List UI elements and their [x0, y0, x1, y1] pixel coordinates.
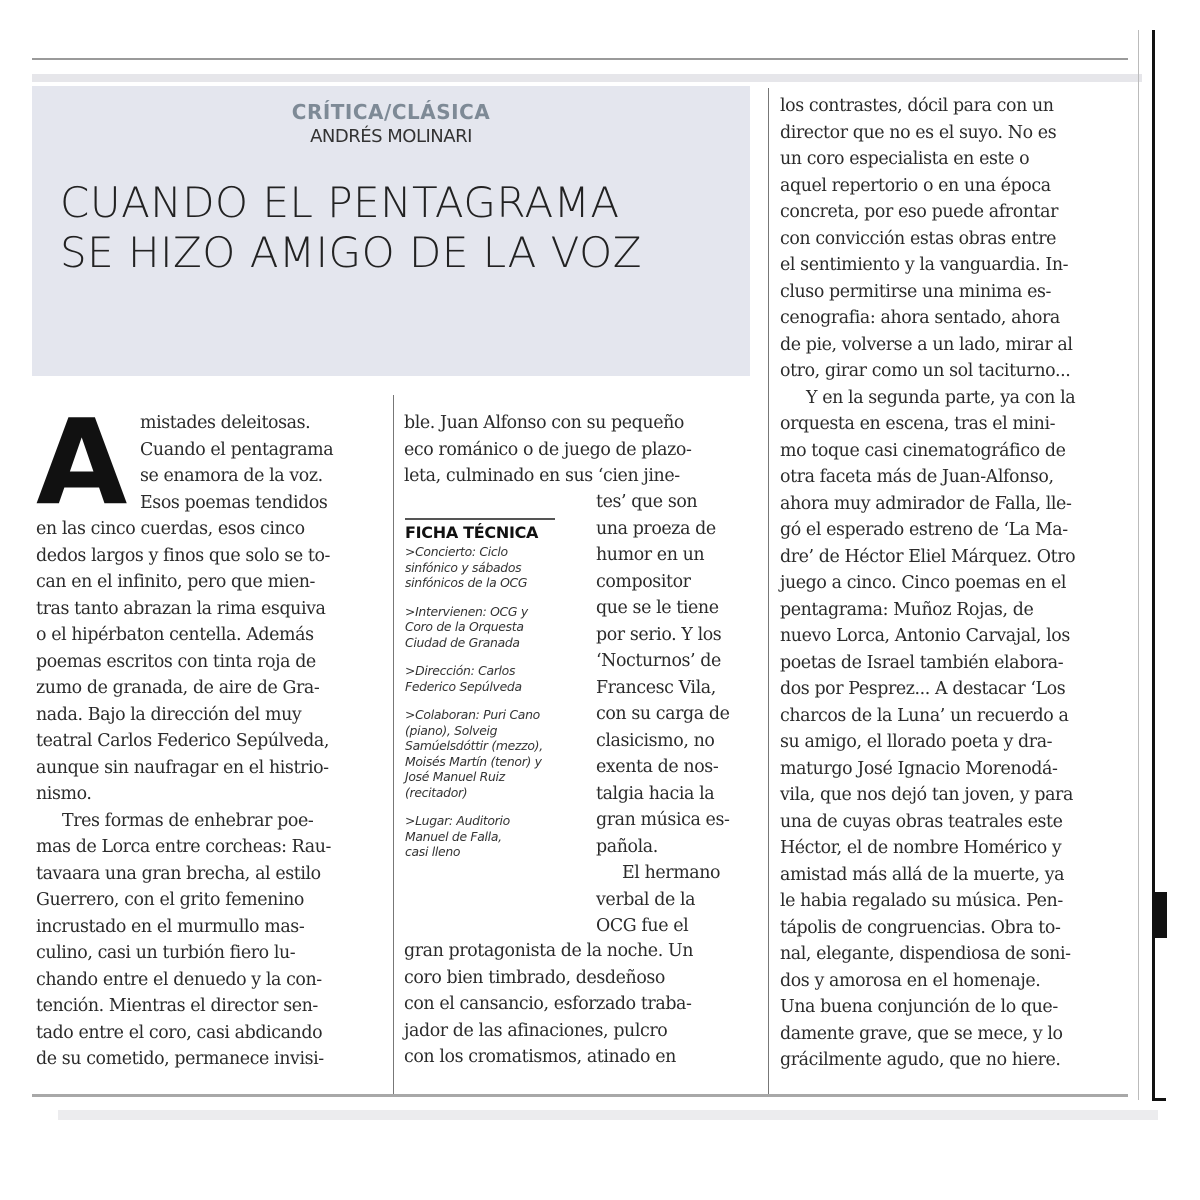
text-line: director que no es el suyo. No es — [780, 122, 1057, 143]
text-line: Y en la segunda parte, ya con la — [806, 387, 1076, 408]
text-line: Guerrero, con el grito femenino — [36, 890, 304, 910]
text-line: el sentimiento y la vanguardia. In- — [780, 255, 1069, 275]
text-line: aunque sin naufragar en el histrio- — [36, 757, 329, 778]
text-line: otra faceta más de Juan-Alfonso, — [780, 467, 1054, 487]
text-line: Una buena conjunción de lo que- — [780, 997, 1058, 1017]
text-line: gó el esperado estreno de ‘La Ma- — [780, 520, 1068, 540]
text-line: can en el infinito, pero que mien- — [36, 572, 315, 592]
top-rule — [32, 58, 1128, 60]
text-line: los contrastes, dócil para con un — [780, 96, 1054, 116]
text-line: otro, girar como un sol taciturno... — [780, 361, 1071, 381]
text-line: leta, culminado en sus ‘cien jine- — [404, 466, 680, 486]
ficha-line: (piano), Solveig — [405, 722, 498, 738]
ficha-title: FICHA TÉCNICA — [405, 523, 539, 542]
text-line: Esos poemas tendidos — [140, 492, 328, 513]
headline-line: CUANDO EL PENTAGRAMA — [60, 178, 620, 227]
text-line: poetas de Israel también elabora- — [780, 652, 1064, 673]
text-line: tes’ que son — [596, 492, 698, 512]
text-line: con el cansancio, esforzado traba- — [404, 994, 692, 1014]
text-line: nada. Bajo la dirección del muy — [36, 704, 302, 725]
column-divider — [393, 395, 394, 1097]
text-line: Héctor, el de nombre Homérico y — [780, 838, 1062, 858]
text-line: pentagrama: Muñoz Rojas, de — [780, 599, 1034, 620]
text-line: maturgo José Ignacio Morenodá- — [780, 758, 1058, 779]
text-line: juego a cinco. Cinco poemas en el — [780, 573, 1067, 593]
ficha-rule — [405, 518, 555, 520]
text-line: Tres formas de enhebrar poe- — [62, 810, 314, 831]
text-line: una proeza de — [596, 518, 716, 539]
column-2-bottom — [404, 938, 693, 1071]
text-line: nuevo Lorca, Antonio Carvajal, los — [780, 626, 1070, 646]
text-line: una de cuyas obras teatrales este — [780, 811, 1063, 832]
ficha-line: Moisés Martín (tenor) y — [405, 753, 542, 769]
right-page-edge — [1138, 30, 1139, 1100]
text-line: tras tanto abrazan la rima esquiva — [36, 598, 326, 619]
section-kicker: CRÍTICA/CLÁSICA — [291, 100, 491, 124]
ficha-line: >Dirección: Carlos — [405, 663, 516, 678]
headline — [60, 178, 642, 278]
author-byline: ANDRÉS MOLINARI — [310, 126, 472, 147]
ficha-line: (recitador) — [405, 784, 468, 800]
text-line: nal, elegante, dispendiosa de soni- — [780, 944, 1071, 964]
text-line: con los cromatismos, atinado en — [404, 1047, 676, 1067]
text-line: humor en un — [596, 545, 705, 565]
ficha-line: Manuel de Falla, — [405, 828, 502, 844]
ficha-item — [405, 707, 575, 800]
column-divider — [768, 88, 769, 1097]
ficha-line: Federico Sepúlveda — [405, 678, 522, 694]
ficha-line: >Intervienen: OCG y — [405, 603, 528, 619]
text-line: clasicismo, no — [596, 730, 715, 751]
top-shadow — [32, 74, 1142, 82]
text-line: incrustado en el murmullo mas- — [36, 916, 305, 937]
ficha-line: Ciudad de Granada — [405, 634, 520, 650]
text-line: Francesc Vila, — [596, 677, 716, 698]
ficha-line: sinfónico y sábados — [405, 559, 522, 575]
right-frame-bottom — [1152, 1098, 1166, 1101]
column-1 — [36, 393, 334, 1073]
text-line: de pie, volverse a un lado, mirar al — [780, 334, 1073, 355]
drop-cap: A — [36, 393, 128, 531]
bottom-shadow — [58, 1110, 1158, 1120]
text-line: culino, casi un turbión fiero lu- — [36, 943, 296, 963]
text-line: talgia hacia la — [596, 783, 715, 804]
text-line: dos por Pesprez... A destacar ‘Los — [780, 679, 1066, 699]
ficha-line: José Manuel Ruiz — [405, 769, 505, 784]
ficha-tecnica-box — [405, 518, 575, 873]
right-black-block — [1153, 892, 1167, 938]
ficha-line: sinfónicos de la OCG — [405, 575, 528, 590]
ficha-items — [405, 544, 575, 860]
column-3 — [780, 93, 1075, 1074]
text-line: se enamora de la voz. — [140, 466, 323, 486]
text-line: tavaara una gran brecha, al estilo — [36, 863, 321, 884]
text-line: ahora muy admirador de Falla, lle- — [780, 493, 1072, 514]
text-line: en las cinco cuerdas, esos cinco — [36, 519, 305, 539]
text-line: tápolis de congruencias. Obra to- — [780, 917, 1061, 938]
text-line: su amigo, el llorado poeta y dra- — [780, 732, 1053, 752]
text-line: mistades deleitosas. — [140, 413, 311, 433]
text-line: exenta de nos- — [596, 757, 719, 777]
text-line: charcos de la Luna’ un recuerdo a — [780, 705, 1069, 726]
text-line: dos y amorosa en el homenaje. — [780, 970, 1041, 991]
text-line: eco románico o de juego de plazo- — [404, 439, 692, 460]
ficha-item — [405, 813, 575, 860]
text-line: amistad más allá de la muerte, ya — [780, 864, 1065, 885]
text-line: con convicción estas obras entre — [780, 228, 1057, 249]
text-line: tado entre el coro, casi abdicando — [36, 1022, 323, 1043]
text-line: dre’ de Héctor Eliel Márquez. Otro — [780, 546, 1076, 567]
ficha-item — [405, 663, 575, 694]
text-line: de su cometido, permanece invisi- — [36, 1049, 324, 1069]
text-line: cenografia: ahora sentado, ahora — [780, 308, 1060, 328]
text-line: ‘Nocturnos’ de — [596, 651, 721, 671]
ficha-line: Samúelsdóttir (mezzo), — [405, 738, 543, 753]
column-2-narrow — [596, 489, 729, 940]
text-line: mas de Lorca entre corcheas: Rau- — [36, 837, 332, 857]
bottom-rule — [32, 1094, 1128, 1097]
text-line: concreta, por eso puede afrontar — [780, 202, 1059, 222]
text-line: OCG fue el — [596, 916, 689, 936]
text-line: o el hipérbaton centella. Además — [36, 625, 314, 645]
article-header — [32, 86, 750, 376]
text-line: compositor — [596, 571, 691, 592]
ficha-line: >Concierto: Ciclo — [405, 544, 508, 559]
text-line: jador de las afinaciones, pulcro — [404, 1020, 668, 1041]
text-line: poemas escritos con tinta roja de — [36, 651, 316, 672]
text-line: pañola. — [596, 836, 658, 857]
ficha-line: Coro de la Orquesta — [405, 619, 524, 634]
ficha-item — [405, 544, 575, 591]
headline-line: SE HIZO AMIGO DE LA VOZ — [60, 228, 643, 277]
text-line: con su carga de — [596, 704, 730, 724]
text-line: que se le tiene — [596, 598, 719, 618]
text-line: vila, que nos dejó tan joven, y para — [780, 785, 1073, 805]
text-line: cluso permitirse una minima es- — [780, 281, 1052, 302]
text-line: orquesta en escena, tras el mini- — [780, 414, 1056, 434]
text-line: grácilmente agudo, que no hiere. — [780, 1050, 1061, 1070]
text-line: coro bien timbrado, desdeñoso — [404, 967, 665, 988]
text-line: damente grave, que se mece, y lo — [780, 1023, 1063, 1044]
text-line: le habia regalado su música. Pen- — [780, 891, 1063, 911]
text-line: Cuando el pentagrama — [140, 439, 334, 460]
text-line: teatral Carlos Federico Sepúlveda, — [36, 731, 329, 751]
text-line: ble. Juan Alfonso con su pequeño — [404, 413, 684, 433]
text-line: tención. Mientras el director sen- — [36, 996, 318, 1016]
text-line: por serio. Y los — [596, 624, 722, 645]
text-line: chando entre el denuedo y la con- — [36, 969, 322, 990]
text-line: zumo de granada, de aire de Gra- — [36, 678, 320, 698]
text-line: gran música es- — [596, 810, 730, 830]
right-frame — [1152, 30, 1155, 1100]
ficha-item — [405, 604, 575, 651]
text-line: un coro especialista en este o — [780, 149, 1030, 169]
text-line: El hermano — [622, 863, 721, 883]
ficha-line: >Colaboran: Puri Cano — [405, 707, 540, 722]
ficha-line: >Lugar: Auditorio — [405, 813, 510, 828]
text-line: aquel repertorio o en una época — [780, 175, 1051, 196]
text-line: nismo. — [36, 784, 92, 804]
text-line: verbal de la — [596, 889, 696, 910]
ficha-line: casi lleno — [405, 844, 461, 859]
text-line: mo toque casi cinematográfico de — [780, 440, 1066, 461]
text-line: dedos largos y finos que solo se to- — [36, 545, 331, 566]
text-line: gran protagonista de la noche. Un — [404, 941, 694, 961]
column-2-top — [404, 410, 691, 490]
